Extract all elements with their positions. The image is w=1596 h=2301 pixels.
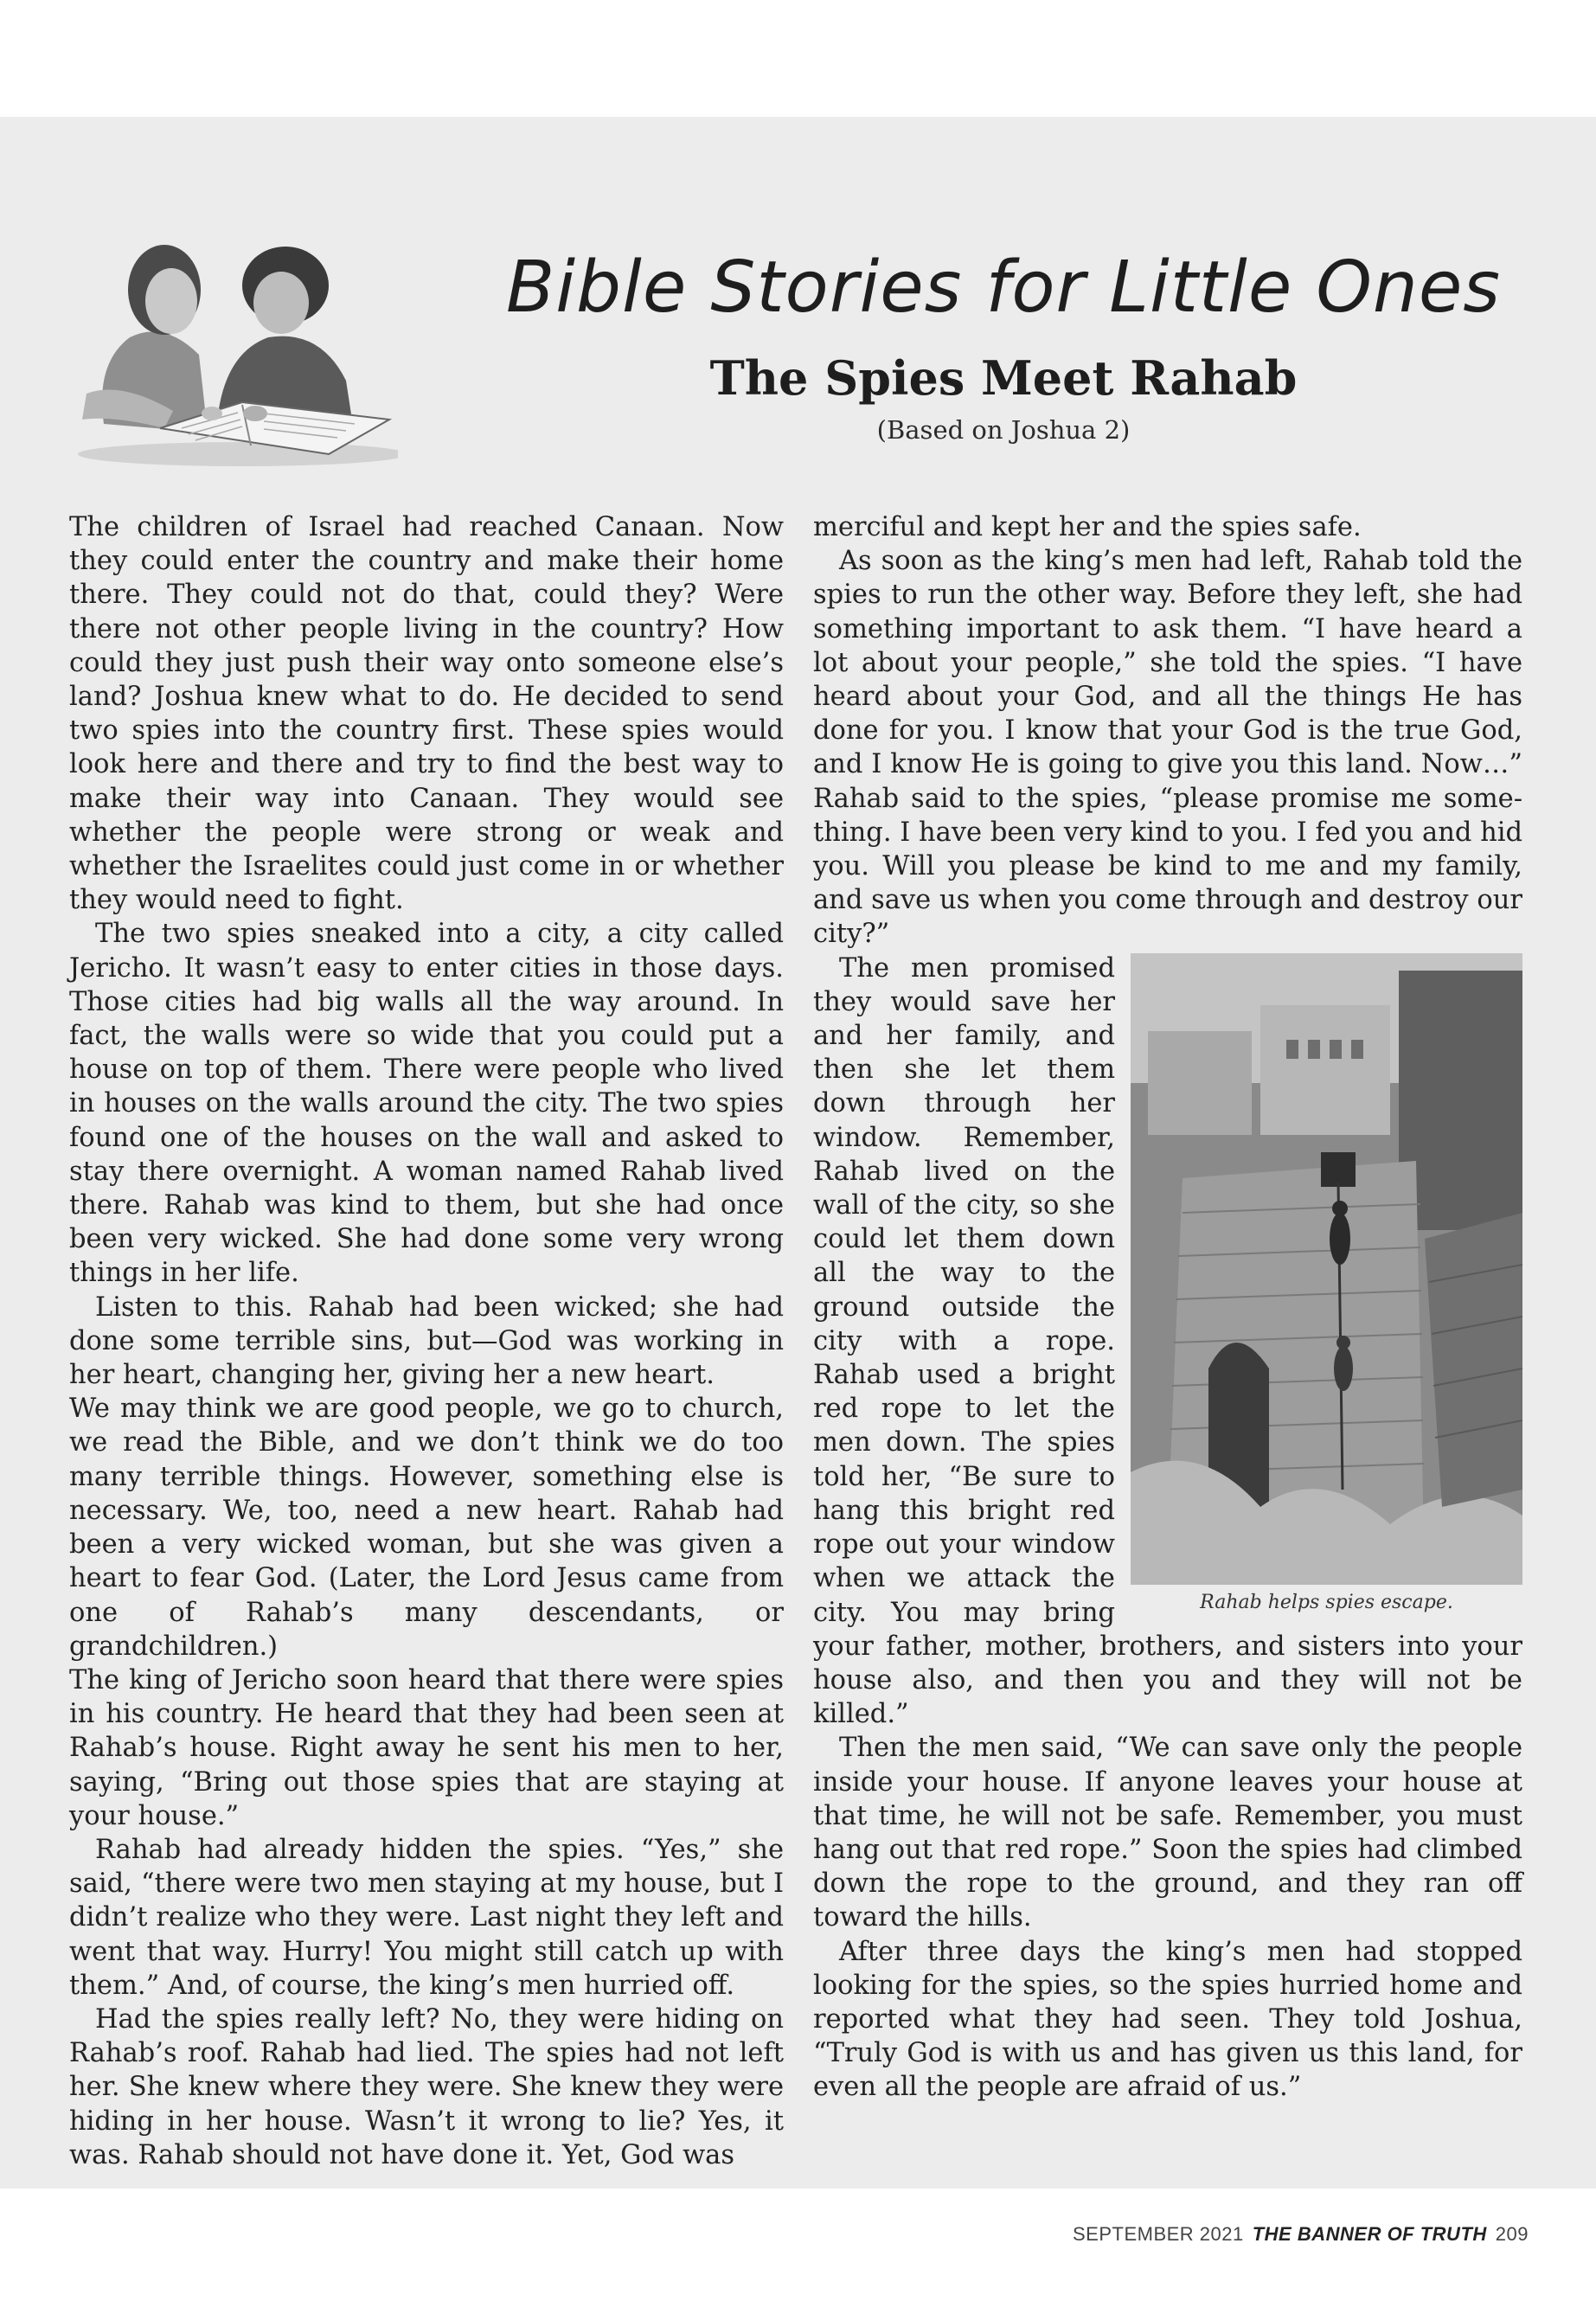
rahab-window-illustration [1131, 953, 1522, 1585]
paragraph: The children of Israel had reached Canaan. Now they could enter the country and make their home there. They could not do that, could they? Were there not other people living in the country? How could they just push their way onto someone else’s land? Joshua knew what to do. He decided to send two spies into the country first. These spies would look here and there and try to find the best way to make their way into Canaan. They would see whether the people were strong or weak and whether the Israelites could just come in or whether they would need to fight. [69, 512, 784, 916]
paragraph: As soon as the king’s men had left, Rahab told the spies to run the other way. Before they left, she had something important to ask them. “I have heard a lot about your people,” she told the spies. “I have heard about your God, and all the things He has done for you. I know that your God is the true God, and I know He is going to give you this land. Now…” Rahab said to the spies, “please promise me something. I have been very kind to you. I fed you and hid you. Will you please be kind to me and my family, and save us when you come through and destroy our city?” [813, 546, 1522, 950]
page-footer [1073, 2223, 1529, 2246]
right-column [813, 510, 1522, 2105]
footer-page-number: 209 [1495, 2223, 1529, 2245]
left-column [69, 510, 784, 2172]
story-figure [1131, 952, 1522, 1616]
footer-magazine: THE BANNER OF TRUTH [1252, 2223, 1487, 2245]
paragraph: merciful and kept her and the spies safe. [813, 512, 1362, 542]
story-title: The Spies Meet Rahab [709, 350, 1298, 406]
paragraph: The king of Jericho soon heard that there were spies in his country. He heard that they had been seen at Rahab’s house. Right away he sent his men to her, saying, “Bring out those spies that are staying at your house.” [69, 1664, 784, 1831]
figure-caption: Rahab helps spies escape. [1200, 1591, 1453, 1613]
children-reading-illustration [69, 208, 398, 467]
paragraph: Had the spies really left? No, they were hiding on Rahab’s roof. Rahab had lied. The spies had not left her. She knew where they were. She knew they were hiding in her house. Wasn’t it wrong to lie? Yes, it was. Rahab should not have done it. Yet, God was [69, 2003, 784, 2170]
series-title: Bible Stories for Little Ones [505, 247, 1502, 329]
paragraph: Listen to this. Rahab had been wicked; she had done some terrible sins, but—God was working in her heart, changing her, giving her a new heart. [69, 1292, 784, 1391]
paragraph: The two spies sneaked into a city, a city called Jericho. It wasn’t easy to enter cities in those days. Those cities had big walls all the way around. In fact, the walls were so wide that you could put a house on top of them. There were people who lived in houses on the walls around the city. The two spies found one of the houses on the wall and asked to stay there overnight. A woman named Rahab lived there. Rahab was kind to them, but she had once been very wicked. She had done some very wrong things in her life. [69, 919, 784, 1289]
paragraph: After three days the king’s men had stopped looking for the spies, so the spies hurried home and reported what they had seen. They told Joshua, “Truly God is with us and has given us this land, for even all the people are afraid of us.” [813, 1936, 1522, 2103]
footer-month: SEPTEMBER 2021 [1072, 2223, 1244, 2245]
story-source: (Based on Joshua 2) [876, 415, 1131, 445]
paragraph: We may think we are good people, we go to church, we read the Bible, and we don’t think we do too many terrible things. However, something else is necessary. We, too, need a new heart. Rahab had been a very wicked woman, but she was given a heart to fear God. (Later, the Lord Jesus came from one of Rahab’s many descendants, or grandchildren.) [69, 1394, 784, 1662]
paragraph: The men promised they would save her and her family, and then she let them down through her window. Remember, Rahab lived on the wall of the city, so she could let them down all the way to the ground outside the city with a rope. Rahab used a bright red rope to let the men down. The spies told her, “Be sure to hang this bright red rope out your window when we attack the city. You may bring your father, mother, brothers, and sisters into your house also, and then you and they will not be killed.” [813, 952, 1522, 1730]
page-background [0, 117, 1596, 2245]
paragraph: Rahab had already hidden the spies. “Yes,” she said, “there were two men staying at my house, but I didn’t realize who they were. Last night they left and went that way. Hurry! You might still catch up with them.” And, of course, the king’s men hurried off. [69, 1834, 784, 2001]
paragraph: Then the men said, “We can save only the people inside your house. If anyone leaves your house at that time, he will not be safe. Remember, you must hang out that red rope.” Soon the spies had climbed down the rope to the ground, and they ran off toward the hills. [813, 1733, 1522, 1933]
